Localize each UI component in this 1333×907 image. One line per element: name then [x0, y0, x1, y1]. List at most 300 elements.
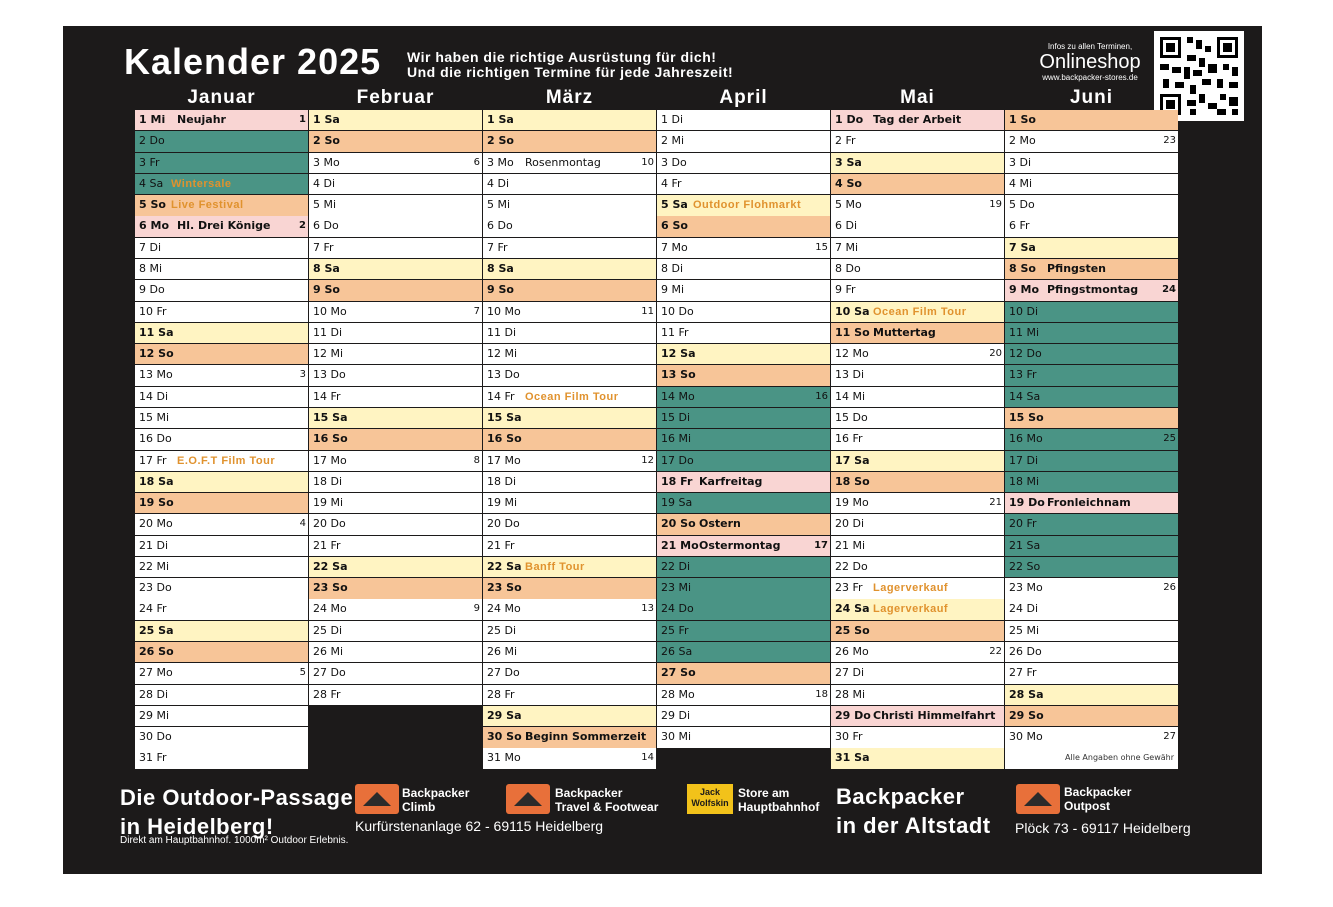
- weekday: Di: [330, 623, 343, 637]
- day-of-month: 3: [835, 155, 843, 169]
- day-cell[interactable]: [1004, 408, 1178, 428]
- day-cell[interactable]: [830, 642, 1004, 662]
- day-of-month: 31: [487, 751, 501, 765]
- day-cell[interactable]: [134, 302, 308, 322]
- day-cell[interactable]: [830, 578, 1004, 598]
- weekday: So: [150, 198, 166, 212]
- day-cell[interactable]: [1004, 642, 1178, 662]
- day-cell[interactable]: [134, 259, 308, 279]
- day-of-month: 16: [1009, 432, 1023, 446]
- day-cell[interactable]: [134, 323, 308, 343]
- holiday-label: Christi Himmelfahrt: [873, 708, 996, 722]
- day-number: [1009, 195, 1035, 215]
- day-cell[interactable]: [308, 557, 482, 577]
- day-cell[interactable]: [830, 110, 1004, 130]
- day-cell[interactable]: [308, 365, 482, 385]
- day-cell[interactable]: [134, 387, 308, 407]
- month-header: Januar: [134, 86, 308, 110]
- weekday: Mo: [497, 155, 514, 169]
- day-number: [313, 131, 340, 151]
- day-number: [139, 748, 167, 768]
- day-cell[interactable]: [656, 514, 830, 534]
- day-number: [139, 344, 174, 364]
- weekday: Mi: [330, 496, 344, 510]
- day-cell[interactable]: [1004, 344, 1178, 364]
- day-cell[interactable]: [1004, 727, 1178, 747]
- brand-store-hauptbahnhof: [738, 786, 819, 814]
- day-cell[interactable]: [1004, 216, 1178, 236]
- day-number: [139, 302, 167, 322]
- day-cell[interactable]: [308, 663, 482, 683]
- day-cell[interactable]: [1004, 280, 1178, 300]
- day-cell[interactable]: [308, 578, 482, 598]
- day-cell[interactable]: [308, 216, 482, 236]
- day-cell[interactable]: [134, 599, 308, 619]
- day-cell[interactable]: [1004, 429, 1178, 449]
- day-cell[interactable]: [308, 514, 482, 534]
- day-cell[interactable]: [830, 706, 1004, 726]
- day-cell[interactable]: [830, 408, 1004, 428]
- day-cell[interactable]: [134, 621, 308, 641]
- day-cell[interactable]: [656, 663, 830, 683]
- weekday: So: [854, 474, 870, 488]
- holiday-label: Neujahr: [177, 113, 226, 126]
- day-of-month: 14: [1009, 389, 1023, 403]
- day-cell[interactable]: [134, 642, 308, 662]
- day-of-month: 19: [139, 496, 155, 510]
- day-cell[interactable]: [1004, 599, 1178, 619]
- day-number: [487, 408, 522, 428]
- day-cell[interactable]: [656, 685, 830, 705]
- weekday: Di: [497, 176, 510, 190]
- calendar-grid: [134, 86, 1178, 770]
- day-of-month: 2: [661, 134, 668, 148]
- day-number: [1009, 621, 1039, 641]
- day-cell[interactable]: [308, 493, 482, 513]
- day-number: [487, 727, 522, 747]
- day-cell[interactable]: [656, 599, 830, 619]
- day-cell[interactable]: [656, 344, 830, 364]
- day-number: [487, 131, 514, 151]
- day-cell[interactable]: [830, 195, 1004, 215]
- day-cell[interactable]: [482, 216, 656, 236]
- day-cell[interactable]: [656, 472, 830, 492]
- weekday: Di: [852, 517, 865, 531]
- day-cell[interactable]: [308, 259, 482, 279]
- day-cell[interactable]: [134, 578, 308, 598]
- day-of-month: 26: [139, 645, 155, 659]
- day-cell[interactable]: [308, 408, 482, 428]
- day-of-month: 10: [487, 304, 501, 318]
- day-of-month: 26: [313, 645, 327, 659]
- day-cell[interactable]: [656, 302, 830, 322]
- day-cell[interactable]: [482, 365, 656, 385]
- day-cell[interactable]: [134, 344, 308, 364]
- day-cell[interactable]: [656, 238, 830, 258]
- day-of-month: 25: [1009, 623, 1023, 637]
- day-of-month: 15: [139, 410, 153, 424]
- month-column: [482, 86, 656, 770]
- day-cell[interactable]: [308, 536, 482, 556]
- day-cell[interactable]: [830, 472, 1004, 492]
- day-cell[interactable]: [134, 365, 308, 385]
- day-cell[interactable]: [830, 216, 1004, 236]
- day-number: [835, 259, 861, 279]
- week-number: 14: [641, 752, 654, 764]
- day-number: [139, 685, 168, 705]
- day-cell[interactable]: [482, 514, 656, 534]
- weekday: Sa: [854, 751, 870, 765]
- day-number: [487, 514, 520, 534]
- day-cell[interactable]: [134, 216, 308, 236]
- day-cell[interactable]: [134, 280, 308, 300]
- day-cell[interactable]: [308, 642, 482, 662]
- day-cell[interactable]: [482, 387, 656, 407]
- day-cell[interactable]: [308, 131, 482, 151]
- day-of-month: 26: [1009, 645, 1023, 659]
- day-cell[interactable]: [830, 323, 1004, 343]
- day-cell[interactable]: [308, 599, 482, 619]
- day-number: [139, 408, 169, 428]
- day-cell[interactable]: [656, 642, 830, 662]
- day-cell[interactable]: [1004, 578, 1178, 598]
- day-cell[interactable]: [1004, 323, 1178, 343]
- week-number: 18: [815, 688, 828, 700]
- day-cell[interactable]: [830, 387, 1004, 407]
- day-of-month: 28: [1009, 687, 1025, 701]
- day-of-month: 10: [313, 304, 327, 318]
- week-number: 6: [473, 156, 480, 168]
- day-cell[interactable]: [482, 642, 656, 662]
- day-cell[interactable]: [1004, 195, 1178, 215]
- day-cell[interactable]: [482, 429, 656, 449]
- day-number: [487, 685, 515, 705]
- day-cell[interactable]: [1004, 365, 1178, 385]
- day-cell[interactable]: [308, 110, 482, 130]
- day-cell[interactable]: [482, 344, 656, 364]
- weekday: So: [332, 581, 348, 595]
- day-cell[interactable]: [656, 174, 830, 194]
- day-cell[interactable]: [134, 472, 308, 492]
- weekday: Fr: [1026, 517, 1037, 531]
- day-number: [661, 663, 696, 683]
- empty-cell: [308, 727, 482, 747]
- day-cell[interactable]: [134, 153, 308, 173]
- day-number: [313, 344, 343, 364]
- day-cell[interactable]: [1004, 259, 1178, 279]
- day-cell[interactable]: [656, 621, 830, 641]
- day-cell[interactable]: [482, 748, 656, 768]
- day-cell[interactable]: [1004, 536, 1178, 556]
- weekday: Mi: [330, 347, 344, 361]
- day-cell[interactable]: [656, 387, 830, 407]
- day-of-month: 12: [313, 347, 327, 361]
- day-cell[interactable]: [308, 621, 482, 641]
- weekday: Mo: [330, 304, 347, 318]
- day-of-month: 9: [139, 283, 146, 297]
- weekday: Fr: [323, 240, 334, 254]
- day-of-month: 4: [139, 176, 146, 190]
- day-cell[interactable]: [134, 110, 308, 130]
- day-cell[interactable]: [482, 599, 656, 619]
- day-cell[interactable]: [656, 557, 830, 577]
- day-cell[interactable]: [656, 259, 830, 279]
- day-number: [661, 387, 695, 407]
- day-number: [661, 153, 687, 173]
- weekday: Mi: [1026, 325, 1040, 339]
- day-number: [835, 451, 870, 471]
- day-cell[interactable]: [830, 365, 1004, 385]
- day-number: [835, 748, 870, 768]
- day-cell[interactable]: [656, 153, 830, 173]
- day-number: [1009, 451, 1038, 471]
- day-cell[interactable]: [482, 451, 656, 471]
- day-cell[interactable]: [482, 280, 656, 300]
- day-of-month: 15: [835, 410, 849, 424]
- day-cell[interactable]: [830, 663, 1004, 683]
- day-cell[interactable]: [134, 131, 308, 151]
- day-cell[interactable]: [134, 174, 308, 194]
- day-number: [139, 216, 169, 236]
- day-of-month: 8: [313, 261, 321, 275]
- day-of-month: 17: [835, 453, 851, 467]
- weekday: Di: [845, 219, 858, 233]
- day-number: [313, 195, 336, 215]
- day-cell[interactable]: [308, 451, 482, 471]
- month-column: [134, 86, 308, 770]
- day-cell[interactable]: [830, 238, 1004, 258]
- day-cell[interactable]: [482, 536, 656, 556]
- day-of-month: 6: [487, 219, 494, 233]
- day-cell[interactable]: [1004, 387, 1178, 407]
- day-number: [487, 642, 517, 662]
- day-cell[interactable]: [134, 748, 308, 768]
- day-cell[interactable]: [830, 621, 1004, 641]
- day-cell[interactable]: [830, 280, 1004, 300]
- day-cell[interactable]: [134, 429, 308, 449]
- day-cell[interactable]: [482, 472, 656, 492]
- day-cell[interactable]: [1004, 514, 1178, 534]
- day-number: [139, 557, 169, 577]
- day-cell[interactable]: [830, 514, 1004, 534]
- day-of-month: 17: [313, 453, 327, 467]
- day-cell[interactable]: [830, 131, 1004, 151]
- day-cell[interactable]: [1004, 685, 1178, 705]
- day-cell[interactable]: [1004, 493, 1178, 513]
- onlineshop-label[interactable]: Onlineshop: [1039, 51, 1141, 73]
- day-cell[interactable]: [1004, 153, 1178, 173]
- page-title: Kalender 2025: [124, 41, 382, 82]
- day-cell[interactable]: [656, 110, 830, 130]
- day-cell[interactable]: [830, 727, 1004, 747]
- brand-backpacker-travel: [555, 786, 658, 814]
- day-cell[interactable]: [830, 599, 1004, 619]
- day-cell[interactable]: [830, 344, 1004, 364]
- day-number: [139, 493, 174, 513]
- day-cell[interactable]: [656, 493, 830, 513]
- day-of-month: 6: [313, 219, 320, 233]
- day-cell[interactable]: [134, 451, 308, 471]
- weekday: Fr: [504, 389, 515, 403]
- weekday: Sa: [680, 347, 696, 361]
- day-cell[interactable]: [482, 557, 656, 577]
- day-number: [1009, 408, 1044, 428]
- day-cell[interactable]: [830, 536, 1004, 556]
- day-cell[interactable]: [308, 429, 482, 449]
- weekday: So: [1028, 708, 1044, 722]
- weekday: Do: [497, 219, 513, 233]
- day-cell[interactable]: [134, 557, 308, 577]
- day-number: [835, 195, 862, 215]
- day-cell[interactable]: [830, 451, 1004, 471]
- day-cell[interactable]: [134, 195, 308, 215]
- day-number: [139, 238, 161, 258]
- day-cell[interactable]: [482, 706, 656, 726]
- day-cell[interactable]: [1004, 451, 1178, 471]
- day-cell[interactable]: [482, 727, 656, 747]
- day-cell[interactable]: [830, 153, 1004, 173]
- day-cell[interactable]: [308, 344, 482, 364]
- day-of-month: 28: [313, 687, 327, 701]
- day-number: [661, 131, 684, 151]
- day-cell[interactable]: [134, 536, 308, 556]
- onlineshop-info[interactable]: [1030, 42, 1150, 82]
- day-number: [661, 238, 688, 258]
- holiday-label: Karfreitag: [699, 474, 763, 488]
- weekday: Mi: [671, 134, 685, 148]
- day-cell[interactable]: [1004, 174, 1178, 194]
- day-cell[interactable]: [830, 685, 1004, 705]
- day-cell[interactable]: [830, 174, 1004, 194]
- day-cell[interactable]: [134, 685, 308, 705]
- day-cell[interactable]: [1004, 557, 1178, 577]
- day-cell[interactable]: [656, 280, 830, 300]
- day-cell[interactable]: [482, 174, 656, 194]
- day-cell[interactable]: [830, 429, 1004, 449]
- day-cell[interactable]: [308, 323, 482, 343]
- day-cell[interactable]: [134, 727, 308, 747]
- day-cell[interactable]: [482, 685, 656, 705]
- day-cell[interactable]: [308, 472, 482, 492]
- day-cell[interactable]: [656, 706, 830, 726]
- day-cell[interactable]: [308, 685, 482, 705]
- day-cell[interactable]: [134, 663, 308, 683]
- day-of-month: 13: [661, 368, 677, 382]
- day-of-month: 9: [313, 283, 321, 297]
- day-cell[interactable]: [830, 748, 1004, 768]
- day-cell[interactable]: [1004, 663, 1178, 683]
- day-cell[interactable]: [830, 259, 1004, 279]
- day-cell[interactable]: [656, 365, 830, 385]
- day-cell[interactable]: [482, 110, 656, 130]
- holiday-label: Beginn Sommerzeit: [525, 730, 647, 744]
- day-number: [1009, 514, 1037, 534]
- day-cell[interactable]: [308, 387, 482, 407]
- shop-url[interactable]: www.backpacker-stores.de: [1042, 73, 1138, 82]
- day-cell[interactable]: [656, 216, 830, 236]
- day-cell[interactable]: [656, 323, 830, 343]
- day-cell[interactable]: [482, 663, 656, 683]
- day-cell[interactable]: [482, 323, 656, 343]
- day-cell[interactable]: [1004, 302, 1178, 322]
- day-of-month: 30: [835, 730, 849, 744]
- weekday: Mi: [504, 347, 518, 361]
- day-cell[interactable]: [482, 153, 656, 173]
- day-of-month: 3: [1009, 155, 1016, 169]
- day-of-month: 13: [139, 368, 153, 382]
- weekday: Mo: [678, 389, 695, 403]
- day-cell[interactable]: [134, 493, 308, 513]
- day-number: [139, 365, 173, 385]
- day-cell[interactable]: [1004, 706, 1178, 726]
- day-number: [139, 174, 163, 194]
- day-cell[interactable]: [1004, 110, 1178, 130]
- month-column: [308, 86, 482, 770]
- day-number: [661, 642, 692, 662]
- day-cell[interactable]: [1004, 238, 1178, 258]
- weekday: Mo: [330, 453, 347, 467]
- day-cell[interactable]: [830, 493, 1004, 513]
- day-cell[interactable]: [308, 153, 482, 173]
- day-cell[interactable]: [482, 493, 656, 513]
- day-of-month: 24: [835, 602, 851, 616]
- day-cell[interactable]: [308, 280, 482, 300]
- day-cell[interactable]: [656, 131, 830, 151]
- day-cell[interactable]: [308, 174, 482, 194]
- day-number: [313, 451, 347, 471]
- brand-climb-line-2: Climb: [402, 800, 436, 814]
- day-number: [487, 344, 517, 364]
- day-cell[interactable]: [134, 706, 308, 726]
- day-cell[interactable]: [482, 302, 656, 322]
- day-cell[interactable]: [656, 727, 830, 747]
- day-number: [661, 685, 695, 705]
- day-cell[interactable]: [830, 557, 1004, 577]
- day-cell[interactable]: [134, 408, 308, 428]
- day-number: [835, 302, 870, 322]
- weekday: Sa: [1026, 538, 1041, 552]
- day-cell[interactable]: [656, 536, 830, 556]
- day-cell[interactable]: [1004, 131, 1178, 151]
- week-number: 27: [1163, 731, 1176, 743]
- day-cell[interactable]: [134, 514, 308, 534]
- day-cell[interactable]: [656, 451, 830, 471]
- day-cell[interactable]: [308, 195, 482, 215]
- day-cell[interactable]: [1004, 472, 1178, 492]
- day-of-month: 27: [835, 666, 849, 680]
- day-cell[interactable]: [482, 621, 656, 641]
- day-cell[interactable]: [656, 408, 830, 428]
- day-cell[interactable]: [482, 195, 656, 215]
- day-cell[interactable]: [308, 238, 482, 258]
- day-cell[interactable]: [482, 259, 656, 279]
- day-cell[interactable]: [482, 238, 656, 258]
- day-cell[interactable]: [308, 302, 482, 322]
- day-cell[interactable]: [482, 131, 656, 151]
- day-cell[interactable]: [482, 578, 656, 598]
- day-cell[interactable]: [482, 408, 656, 428]
- day-of-month: 23: [487, 581, 503, 595]
- day-cell[interactable]: [1004, 621, 1178, 641]
- day-cell[interactable]: [134, 238, 308, 258]
- weekday: Do: [149, 283, 165, 297]
- day-number: [835, 514, 864, 534]
- day-cell[interactable]: [830, 302, 1004, 322]
- day-of-month: 1: [487, 113, 495, 126]
- day-cell[interactable]: [656, 429, 830, 449]
- day-cell[interactable]: [656, 578, 830, 598]
- day-cell[interactable]: [656, 195, 830, 215]
